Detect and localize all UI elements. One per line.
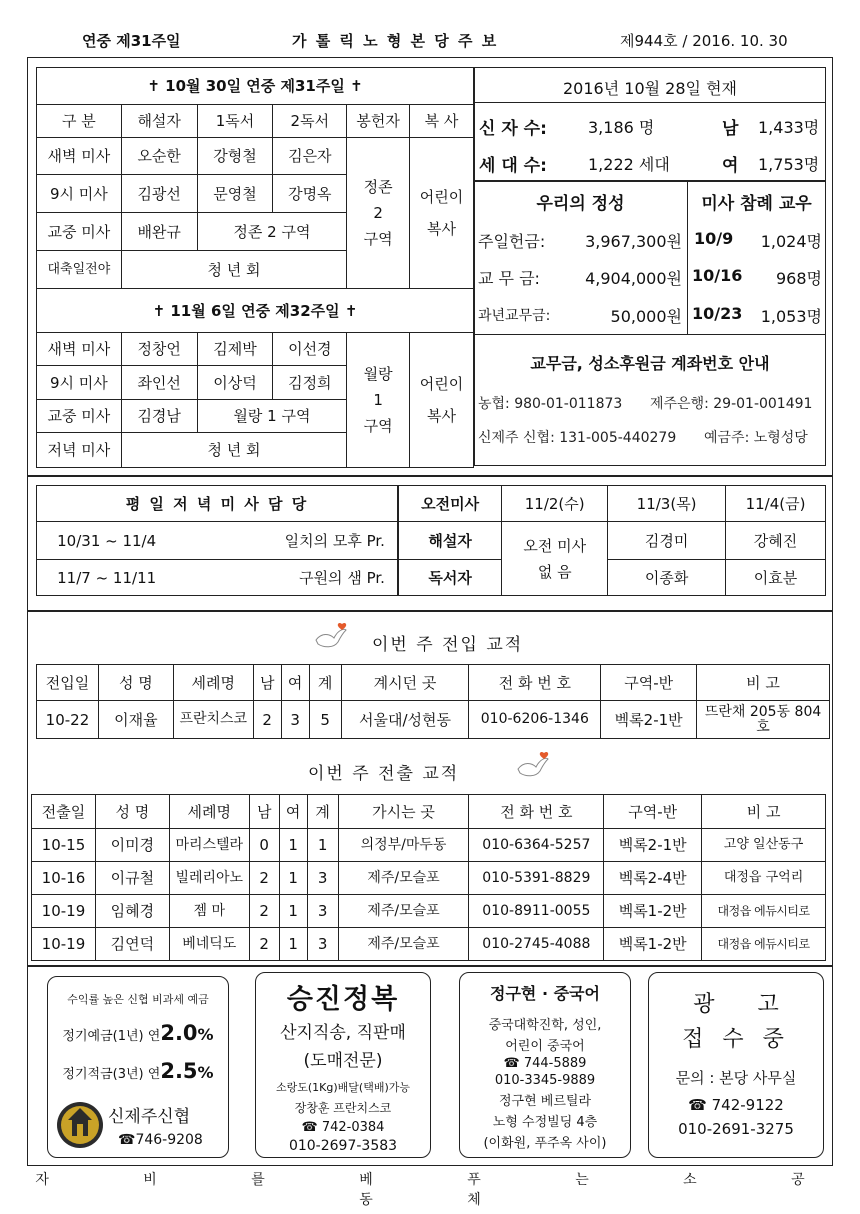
cell-baptismal: 베네딕도 <box>169 928 249 961</box>
cell-place: 제주/모슬포 <box>338 928 469 961</box>
evening-date: 11/7 ~ 11/11 <box>37 560 177 596</box>
col-header: 전 화 번 호 <box>469 795 604 829</box>
cell-date: 10-16 <box>32 862 96 895</box>
cell-place: 제주/모슬포 <box>338 895 469 928</box>
deposit-label: 정기예금(1년) 연 <box>62 1029 161 1044</box>
attendance-date: 10/9 <box>694 229 734 248</box>
cell-note: 고양 일산동구 <box>702 829 826 862</box>
cell-female: 1 <box>279 862 307 895</box>
cell-male: 2 <box>253 701 281 739</box>
offering-title: 우리의 정성 <box>536 194 625 214</box>
ad-line: 문의 : 본당 사무실 <box>675 1069 797 1087</box>
pct-sign: % <box>197 1063 214 1082</box>
households-value: 1,222 세대 <box>588 155 670 174</box>
deposit-rate: 2.0 <box>160 1021 198 1045</box>
attendance-count: 968명 <box>776 269 822 288</box>
cell-district: 벡록2-1반 <box>604 829 702 862</box>
attendance-title: 미사 참례 교우 <box>701 194 812 214</box>
cell-district: 벡록2-1반 <box>601 701 697 739</box>
col-header: 남 <box>249 795 279 829</box>
reader-label: 독서자 <box>398 560 502 596</box>
seungjin-line4: 장창훈 프란치스코 <box>294 1101 392 1115</box>
transfer-out-table <box>31 794 826 961</box>
savings-rate: 2.5 <box>160 1059 198 1083</box>
col-header: 비 고 <box>702 795 826 829</box>
commentator: 김광선 <box>121 175 197 213</box>
cell-total: 3 <box>307 895 338 928</box>
account-holder: 예금주: 노형성당 <box>704 430 808 446</box>
day-wed: 11/2(수) <box>502 486 608 522</box>
divider <box>474 334 826 335</box>
cell-total: 3 <box>307 928 338 961</box>
chinese-line: 중국대학진학, 성인, <box>488 1018 602 1033</box>
week-label: 연중 제31주일 <box>82 32 181 50</box>
footer-motto: 자 비 를 베 푸 는 소 공 동 체 <box>35 1172 825 1208</box>
account-shinhyup: 신제주 신협: 131-005-440279 <box>478 430 677 446</box>
col-header: 전출일 <box>32 795 96 829</box>
male-label: 남 <box>722 119 739 139</box>
cell-baptismal: 마리스텔라 <box>169 829 249 862</box>
schedule2-title: ✝ 11월 6일 연중 제32주일 ✝ <box>37 289 474 333</box>
shinhyup-name: 신제주신협 <box>108 1107 191 1127</box>
reader1: 김제박 <box>197 333 273 366</box>
col-header: 전입일 <box>37 665 99 701</box>
divider <box>474 102 826 103</box>
dove-icon <box>514 751 552 781</box>
chinese-line: ☎ 744-5889 <box>503 1056 587 1071</box>
offertory-line: 구역 <box>363 417 393 435</box>
offertory-line: 정존 <box>363 178 393 196</box>
stats-date: 2016년 10월 28일 현재 <box>563 79 737 98</box>
offering-value: 4,904,000원 <box>585 269 682 288</box>
thu-commentator: 김경미 <box>608 522 726 560</box>
row-label: 새벽 미사 <box>37 333 122 366</box>
col-header: 여 <box>279 795 307 829</box>
col-header: 구역-반 <box>601 665 697 701</box>
cell-phone: 010-8911-0055 <box>469 895 604 928</box>
morning-title: 오전미사 <box>398 486 502 522</box>
male-value: 1,433명 <box>758 118 820 137</box>
offertory-group <box>347 333 410 468</box>
female-label: 여 <box>722 156 739 176</box>
chinese-title: 정구현 · 중국어 <box>490 984 600 1003</box>
no-mass-line: 없 음 <box>537 562 572 581</box>
cell-total: 3 <box>307 862 338 895</box>
col-header-category: 구 분 <box>37 105 122 138</box>
reader1: 문영철 <box>197 175 273 213</box>
col-header: 전 화 번 호 <box>469 665 601 701</box>
row-label: 새벽 미사 <box>37 138 122 175</box>
col-header: 비 고 <box>697 665 830 701</box>
ad-line: ☎ 742-9122 <box>688 1096 784 1114</box>
table-row <box>32 829 826 862</box>
chinese-line: 노형 수정빌딩 4층 <box>492 1115 598 1130</box>
row-label: 교중 미사 <box>37 400 122 433</box>
cell-place: 제주/모슬포 <box>338 862 469 895</box>
cell-baptismal: 빌레리아노 <box>169 862 249 895</box>
col-header: 계 <box>307 795 338 829</box>
evening-group: 구원의 샘 Pr. <box>176 560 398 596</box>
attendance-count: 1,024명 <box>760 232 822 251</box>
row-label: 9시 미사 <box>37 175 122 213</box>
offering-label: 교 무 금: <box>478 269 540 288</box>
commentator: 배완규 <box>121 213 197 251</box>
reader2: 김정희 <box>273 366 347 400</box>
col-header: 성 명 <box>98 665 173 701</box>
cell-name: 이규철 <box>95 862 169 895</box>
weekday-mass-table <box>36 485 826 596</box>
day-thu: 11/3(목) <box>608 486 726 522</box>
cell-name: 이미경 <box>95 829 169 862</box>
offertory-line: 2 <box>373 204 383 222</box>
offering-label: 과년교무금: <box>478 308 551 324</box>
cell-male: 2 <box>249 928 279 961</box>
commentator: 오순한 <box>121 138 197 175</box>
attendance-date: 10/16 <box>692 266 743 285</box>
cell-district: 벡록1-2반 <box>604 895 702 928</box>
accounts-title: 교무금, 성소후원금 계좌번호 안내 <box>530 354 770 373</box>
col-header-reading1: 1독서 <box>197 105 273 138</box>
cell-date: 10-19 <box>32 928 96 961</box>
cell-note: 뜨란채 205동 804호 <box>697 701 830 739</box>
transfer-out-title: 이번 주 전출 교적 <box>308 764 460 784</box>
col-header: 가시는 곳 <box>338 795 469 829</box>
col-header-commentator: 해설자 <box>121 105 197 138</box>
offertory-group <box>347 138 410 289</box>
commentator: 정창언 <box>121 333 197 366</box>
ad-space-box <box>648 972 824 1158</box>
col-header: 세례명 <box>169 795 249 829</box>
cell-female: 1 <box>279 829 307 862</box>
no-mass-line: 오전 미사 <box>523 536 587 555</box>
offering-value: 3,967,300원 <box>585 232 682 251</box>
evening-title: 평 일 저 녁 미 사 담 당 <box>37 486 398 522</box>
readers-group: 청 년 회 <box>121 251 346 289</box>
dove-icon <box>312 622 350 652</box>
col-header-offertory: 봉헌자 <box>347 105 410 138</box>
server-group <box>410 138 474 289</box>
server-group <box>410 333 474 468</box>
chinese-lesson-ad <box>459 972 631 1158</box>
chinese-line: 010-3345-9889 <box>494 1073 596 1088</box>
thu-reader: 이종화 <box>608 560 726 596</box>
seungjin-line1: 산지직송, 직판매 <box>280 1023 406 1043</box>
transfer-in-title: 이번 주 전입 교적 <box>372 635 524 655</box>
row-label: 9시 미사 <box>37 366 122 400</box>
deposit-line <box>48 1021 228 1045</box>
server-line: 어린이 <box>419 188 464 206</box>
row-label: 저녁 미사 <box>37 433 122 468</box>
attendance-date: 10/23 <box>692 304 743 323</box>
fri-reader: 이효분 <box>726 560 826 596</box>
reader1: 강형철 <box>197 138 273 175</box>
cell-note: 대정읍 구억리 <box>702 862 826 895</box>
cell-note: 대정읍 에듀시티로 <box>702 928 826 961</box>
cell-phone: 010-6206-1346 <box>469 701 601 739</box>
col-header: 세례명 <box>173 665 253 701</box>
offering-value: 50,000원 <box>610 307 682 326</box>
cell-district: 벡록2-4반 <box>604 862 702 895</box>
cell-male: 2 <box>249 895 279 928</box>
cell-male: 2 <box>249 862 279 895</box>
ad-line: 접 수 중 <box>682 1027 790 1052</box>
commentator: 김경남 <box>121 400 197 433</box>
table-row <box>32 928 826 961</box>
col-header: 계시던 곳 <box>341 665 469 701</box>
seungjin-line2: (도매전문) <box>303 1051 383 1071</box>
pct-sign: % <box>197 1025 214 1044</box>
chinese-line: 어린이 중국어 <box>505 1039 585 1054</box>
col-header: 구역-반 <box>604 795 702 829</box>
seungjin-ad <box>255 972 431 1158</box>
believers-value: 3,186 명 <box>588 118 655 137</box>
server-line: 어린이 <box>419 375 464 393</box>
reader2: 김은자 <box>273 138 347 175</box>
col-header-reading2: 2독서 <box>273 105 347 138</box>
cell-female: 1 <box>279 928 307 961</box>
no-morning-mass <box>502 522 608 596</box>
table-row <box>32 862 826 895</box>
schedule1-title: ✝ 10월 30일 연중 제31주일 ✝ <box>37 68 474 105</box>
cell-total: 5 <box>309 701 341 739</box>
offering-label: 주일헌금: <box>478 232 546 251</box>
cell-female: 3 <box>281 701 309 739</box>
seungjin-phone2: 010-2697-3583 <box>288 1138 398 1154</box>
readers-group: 정존 2 구역 <box>197 213 347 251</box>
readers-group: 청 년 회 <box>121 433 346 468</box>
cell-district: 벡록1-2반 <box>604 928 702 961</box>
offertory-line: 1 <box>373 391 383 409</box>
evening-group: 일치의 모후 Pr. <box>176 522 398 560</box>
seungjin-phone1: ☎ 742-0384 <box>301 1120 385 1135</box>
cell-note: 대정읍 에듀시티로 <box>702 895 826 928</box>
col-header-server: 복 사 <box>410 105 474 138</box>
transfer-in-table <box>36 664 830 739</box>
savings-label: 정기적금(3년) 연 <box>62 1067 161 1082</box>
day-fri: 11/4(금) <box>726 486 826 522</box>
server-line: 복사 <box>427 407 457 425</box>
cell-date: 10-15 <box>32 829 96 862</box>
evening-date: 10/31 ~ 11/4 <box>37 522 177 560</box>
col-header: 여 <box>281 665 309 701</box>
commentator-label: 해설자 <box>398 522 502 560</box>
divider <box>474 180 826 182</box>
table-row <box>32 895 826 928</box>
chinese-line: 정구현 베르틸라 <box>498 1094 592 1109</box>
cell-female: 1 <box>279 895 307 928</box>
offertory-line: 구역 <box>363 230 393 248</box>
households-label: 세 대 수: <box>479 156 547 176</box>
reader2: 이선경 <box>273 333 347 366</box>
seungjin-name: 승진정복 <box>286 984 400 1015</box>
chinese-line: (이화원, 푸주옥 사이) <box>483 1136 607 1151</box>
commentator: 좌인선 <box>121 366 197 400</box>
reader1: 이상덕 <box>197 366 273 400</box>
cell-total: 1 <box>307 829 338 862</box>
issue-number: 제944호 / 2016. 10. 30 <box>620 32 788 50</box>
believers-label: 신 자 수: <box>479 119 547 139</box>
cell-place: 의정부/마두동 <box>338 829 469 862</box>
cell-name: 임혜경 <box>95 895 169 928</box>
cell-male: 0 <box>249 829 279 862</box>
cell-baptismal: 젬 마 <box>169 895 249 928</box>
row-label: 대축일전야 <box>37 251 122 289</box>
shinhyup-tagline: 수익률 높은 신협 비과세 예금 <box>67 993 209 1006</box>
female-value: 1,753명 <box>758 155 820 174</box>
cell-name: 김연덕 <box>95 928 169 961</box>
col-header: 성 명 <box>95 795 169 829</box>
attendance-count: 1,053명 <box>760 307 822 326</box>
cell-phone: 010-2745-4088 <box>469 928 604 961</box>
shinhyup-logo-icon <box>56 1098 104 1152</box>
shinhyup-phone: ☎746-9208 <box>118 1132 203 1148</box>
cell-baptismal: 프란치스코 <box>173 701 253 739</box>
bulletin-title: 가 톨 릭 노 형 본 당 주 보 <box>292 32 499 50</box>
row-label: 교중 미사 <box>37 213 122 251</box>
offertory-line: 월랑 <box>363 365 393 383</box>
cell-date: 10-22 <box>37 701 99 739</box>
table-row <box>37 701 830 739</box>
col-header: 계 <box>309 665 341 701</box>
mass-schedule-table <box>36 67 474 468</box>
account-nonghyup: 농협: 980-01-011873 <box>478 396 623 412</box>
readers-group: 월랑 1 구역 <box>197 400 347 433</box>
account-jeju-bank: 제주은행: 29-01-001491 <box>650 396 813 412</box>
ad-line: 010-2691-3275 <box>678 1120 794 1138</box>
col-header: 남 <box>253 665 281 701</box>
seungjin-line3: 소랑도(1Kg)배달(택배)가능 <box>276 1081 410 1094</box>
savings-line <box>48 1059 228 1083</box>
cell-name: 이재율 <box>98 701 173 739</box>
cell-place: 서울대/성현동 <box>341 701 469 739</box>
ad-line: 광 고 <box>693 992 797 1017</box>
cell-date: 10-19 <box>32 895 96 928</box>
cell-phone: 010-6364-5257 <box>469 829 604 862</box>
server-line: 복사 <box>427 220 457 238</box>
cell-phone: 010-5391-8829 <box>469 862 604 895</box>
fri-commentator: 강혜진 <box>726 522 826 560</box>
reader2: 강명옥 <box>273 175 347 213</box>
